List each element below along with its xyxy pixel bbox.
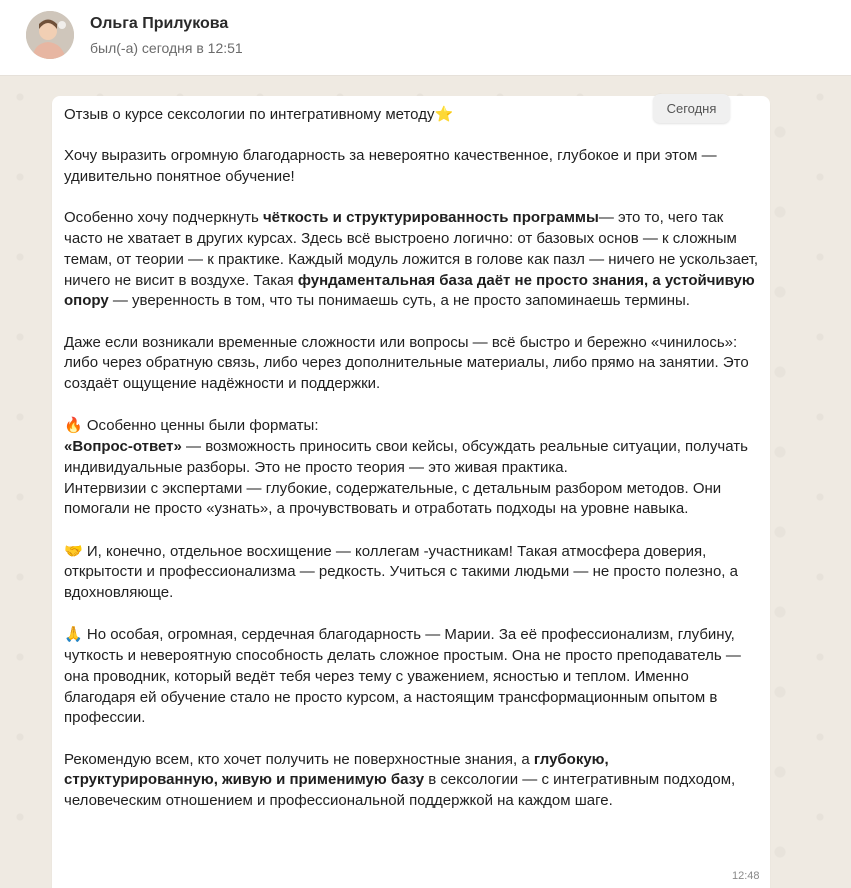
paragraph-4 (64, 415, 764, 520)
p2-text-e: — уверенность в том, что ты понимаешь суть, а не просто запоминаешь термины. (108, 292, 690, 310)
contact-name[interactable]: Ольга Прилукова (90, 15, 229, 32)
message-title (64, 104, 764, 126)
p2-bold-b: чёткость и структурированность программы (262, 209, 599, 227)
chat-header (0, 0, 851, 76)
paragraph-7 (64, 750, 764, 812)
avatar-photo-icon (26, 11, 74, 59)
handshake-icon: 🤝 (64, 541, 83, 560)
p5-text: И, конечно, отдельное восхищение — коллегам -участникам! Такая атмосфера доверия, открытости и профессионализма — редкость. Учиться с такими людьми — не просто полезно, а вдохновляюще. (64, 542, 738, 602)
paragraph-2 (64, 208, 764, 312)
paragraph-1: Хочу выразить огромную благодарность за невероятно качественное, глубокое и при этом — удивительно понятное обучение! (64, 147, 717, 186)
message-text (64, 104, 764, 812)
p4-text-d: Интервизии с экспертами — глубокие, содержательные, с детальным разбором методов. Они помогали не просто «узнать», а прочувствовать и отработать подходы на уровне навыка. (64, 479, 722, 518)
paragraph-6 (64, 624, 764, 729)
paragraph-5 (64, 541, 764, 604)
star-icon: ⭐ (434, 105, 454, 123)
date-chip: Сегодня (653, 94, 730, 123)
message-time: 12:48 (732, 870, 760, 882)
p4-text-c: — возможность приносить свои кейсы, обсуждать реальные ситуации, получать индивидуальные разборы. Это не просто теория — это живая практика. (64, 438, 748, 476)
p7-bold-b: глубокую, структурированную, живую и применимую базу (64, 750, 609, 789)
pray-icon: 🙏 (64, 625, 83, 644)
p4-text-a: Особенно ценны были форматы: (82, 417, 319, 435)
p6-text: Но особая, огромная, сердечная благодарность — Марии. За её профессионализм, глубину, чуткость и невероятную способность делать сложное простым. Она не просто преподаватель — она проводник, который ведёт тебя через тему с уважением, ясностью и теплом. Именно благодаря ей обучение стало не просто курсом, а настоящим трансформационным опытом в профессии. (64, 626, 741, 727)
last-seen-status: был(-а) сегодня в 12:51 (90, 40, 243, 56)
p2-bold-d: фундаментальная база даёт не просто знания, а устойчивую опору (64, 271, 755, 310)
p4-bold-b: «Вопрос-ответ» (64, 438, 182, 456)
paragraph-3: Даже если возникали временные сложности или вопросы — всё быстро и бережно «чинилось»: либо через обратную связь, либо через дополнительные материалы, либо прямо на занятии. Это создаёт ощущение надёжности и поддержки. (64, 333, 749, 393)
p7-text-a: Рекомендую всем, кто хочет получить не поверхностные знания, а (64, 750, 534, 768)
p2-text-a: Особенно хочу подчеркнуть (64, 209, 263, 227)
p2-text-c: — это то, чего так часто не хватает в других курсах. Здесь всё выстроено логично: от базовых основ — к сложным темам, от теории — к практике. Каждый модуль ложится в голове как пазл — ничего не ускользает, ничего не висит в воздухе. Такая (64, 209, 759, 289)
message-title-text: Отзыв о курсе сексологии по интегративному методу (64, 106, 435, 123)
p7-text-c: в сексологии — с интегративным подходом, человеческим отношением и профессиональной поддержкой на каждом шаге. (64, 771, 736, 810)
avatar[interactable] (26, 11, 74, 59)
fire-icon: 🔥 (64, 416, 83, 435)
